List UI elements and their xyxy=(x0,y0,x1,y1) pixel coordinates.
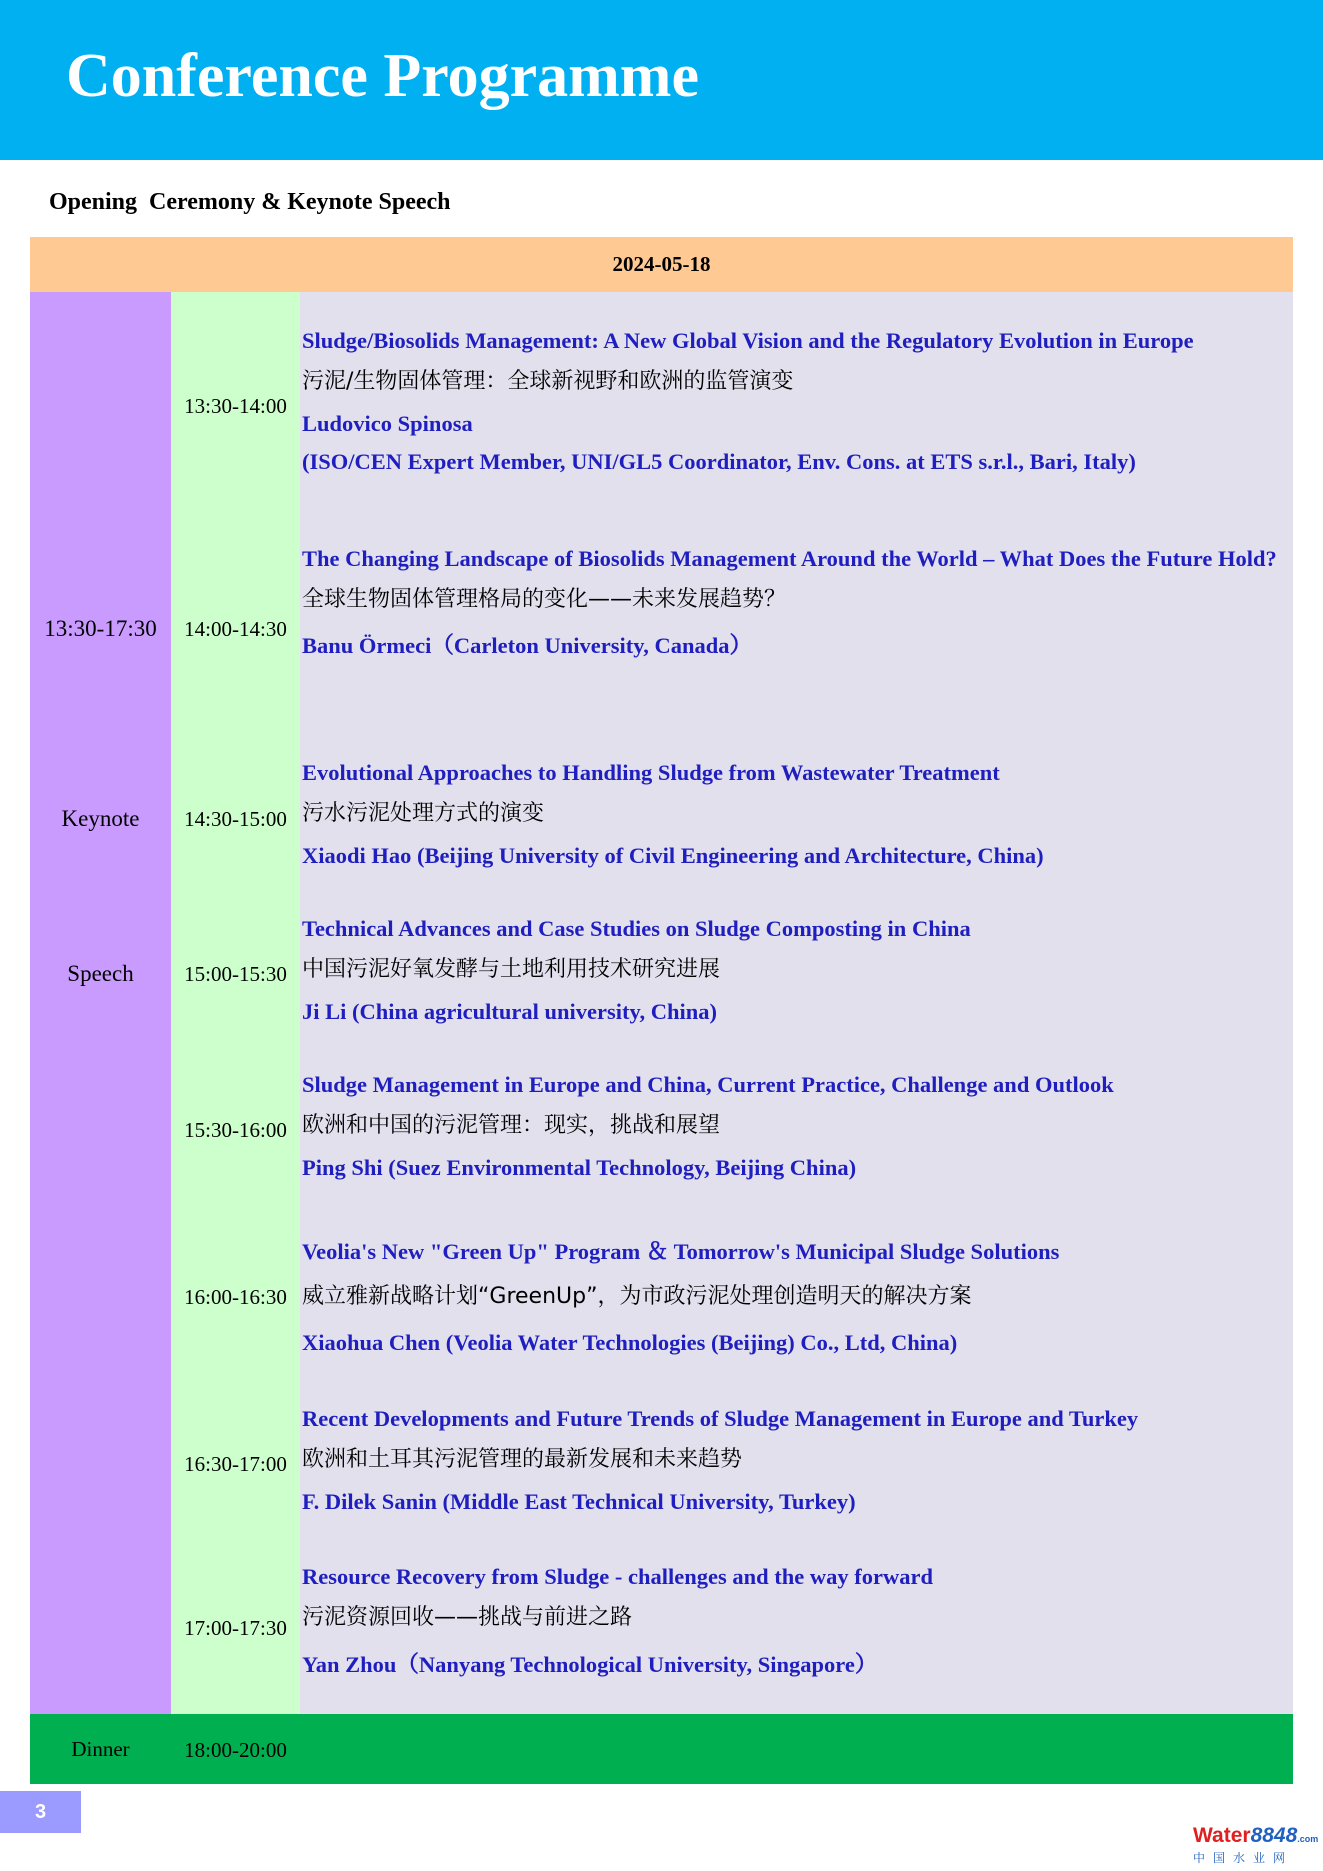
session-time: 15:30-16:00 xyxy=(184,1118,287,1142)
talk-speaker: Ludovico Spinosa xyxy=(302,411,473,436)
page-title: Conference Programme xyxy=(66,42,699,110)
session-item xyxy=(302,1558,1287,1690)
talk-title-cn: 欧洲和土耳其污泥管理的最新发展和未来趋势 xyxy=(302,1447,743,1472)
logo-number-text: 8848 xyxy=(1250,1824,1298,1847)
talk-title-cn: 中国污泥好氧发酵与土地利用技术研究进展 xyxy=(302,957,721,982)
dinner-time: 18:00-20:00 xyxy=(184,1738,287,1762)
page-header xyxy=(0,0,1323,160)
session-item xyxy=(302,910,1287,1032)
talk-speaker: F. Dilek Sanin (Middle East Technical University, Turkey) xyxy=(302,1489,856,1514)
session-time: 13:30-14:00 xyxy=(184,394,287,418)
session-time: 14:30-15:00 xyxy=(184,807,287,831)
talk-speaker: Yan Zhou（Nanyang Technological University, Singapore） xyxy=(302,1652,878,1677)
date-label: 2024-05-18 xyxy=(612,252,711,276)
session-item xyxy=(302,1233,1287,1363)
talk-speaker: Xiaodi Hao (Beijing University of Civil Engineering and Architecture, China) xyxy=(302,843,1044,868)
talk-title-cn: 全球生物固体管理格局的变化——未来发展趋势？ xyxy=(302,587,787,612)
talk-title-cn: 欧洲和中国的污泥管理：现实，挑战和展望 xyxy=(302,1113,721,1138)
time-column xyxy=(171,292,300,1714)
session-item xyxy=(302,1066,1287,1188)
block-label-speech: Speech xyxy=(67,961,134,986)
talk-speaker: Xiaohua Chen (Veolia Water Technologies (Beijing) Co., Ltd, China) xyxy=(302,1330,958,1355)
session-time: 15:00-15:30 xyxy=(184,962,287,986)
talk-title-en: Sludge/Biosolids Management: A New Global Vision and the Regulatory Evolution in Europe xyxy=(302,328,1194,353)
talk-title-cn: 污泥/生物固体管理：全球新视野和欧洲的监管演变 xyxy=(302,369,794,394)
session-time: 16:30-17:00 xyxy=(184,1452,287,1476)
section-title: Opening Ceremony & Keynote Speech xyxy=(49,189,451,215)
session-item xyxy=(302,540,1287,670)
block-label-keynote: Keynote xyxy=(61,806,140,831)
talk-title-en: Resource Recovery from Sludge - challenges and the way forward xyxy=(302,1564,933,1589)
talk-affiliation: (ISO/CEN Expert Member, UNI/GL5 Coordinator, Env. Cons. at ETS s.r.l., Bari, Italy) xyxy=(302,449,1136,474)
talk-title-en: Technical Advances and Case Studies on Sludge Composting in China xyxy=(302,916,971,941)
logo-water-text: Water xyxy=(1193,1824,1251,1847)
talk-title-en: The Changing Landscape of Biosolids Management Around the World – What Does the Future Hold? xyxy=(302,546,1277,571)
talk-title-en: Veolia's New "Green Up" Program ＆ Tomorrow's Municipal Sludge Solutions xyxy=(302,1239,1060,1264)
block-time: 13:30-17:30 xyxy=(44,616,157,641)
talk-title-cn: 污泥资源回收——挑战与前进之路 xyxy=(302,1605,633,1630)
date-bar xyxy=(30,237,1293,292)
talk-title-en: Recent Developments and Future Trends of Sludge Management in Europe and Turkey xyxy=(302,1406,1139,1431)
talk-speaker: Ping Shi (Suez Environmental Technology, Beijing China) xyxy=(302,1155,857,1180)
talk-title-cn: 污水污泥处理方式的演变 xyxy=(302,801,545,826)
talk-title-en: Evolutional Approaches to Handling Sludge from Wastewater Treatment xyxy=(302,760,1000,785)
session-time: 17:00-17:30 xyxy=(184,1616,287,1640)
logo-com-text: .com xyxy=(1297,1834,1319,1844)
talk-title-cn: 威立雅新战略计划“GreenUp”，为市政污泥处理创造明天的解决方案 xyxy=(302,1284,972,1309)
session-item xyxy=(302,1400,1287,1522)
session-time: 14:00-14:30 xyxy=(184,617,287,641)
session-item xyxy=(302,322,1287,480)
page-number: 3 xyxy=(0,1791,81,1833)
talk-title-en: Sludge Management in Europe and China, Current Practice, Challenge and Outlook xyxy=(302,1072,1114,1097)
water8848-logo xyxy=(1193,1824,1319,1867)
session-item xyxy=(302,754,1287,876)
talk-speaker: Ji Li (China agricultural university, China) xyxy=(302,999,718,1024)
block-label-column xyxy=(30,292,171,1714)
talk-speaker: Banu Örmeci（Carleton University, Canada） xyxy=(302,633,752,658)
dinner-label: Dinner xyxy=(71,1737,130,1761)
logo-cn-text: 中国水业网 xyxy=(1193,1851,1294,1865)
session-time: 16:00-16:30 xyxy=(184,1285,287,1309)
